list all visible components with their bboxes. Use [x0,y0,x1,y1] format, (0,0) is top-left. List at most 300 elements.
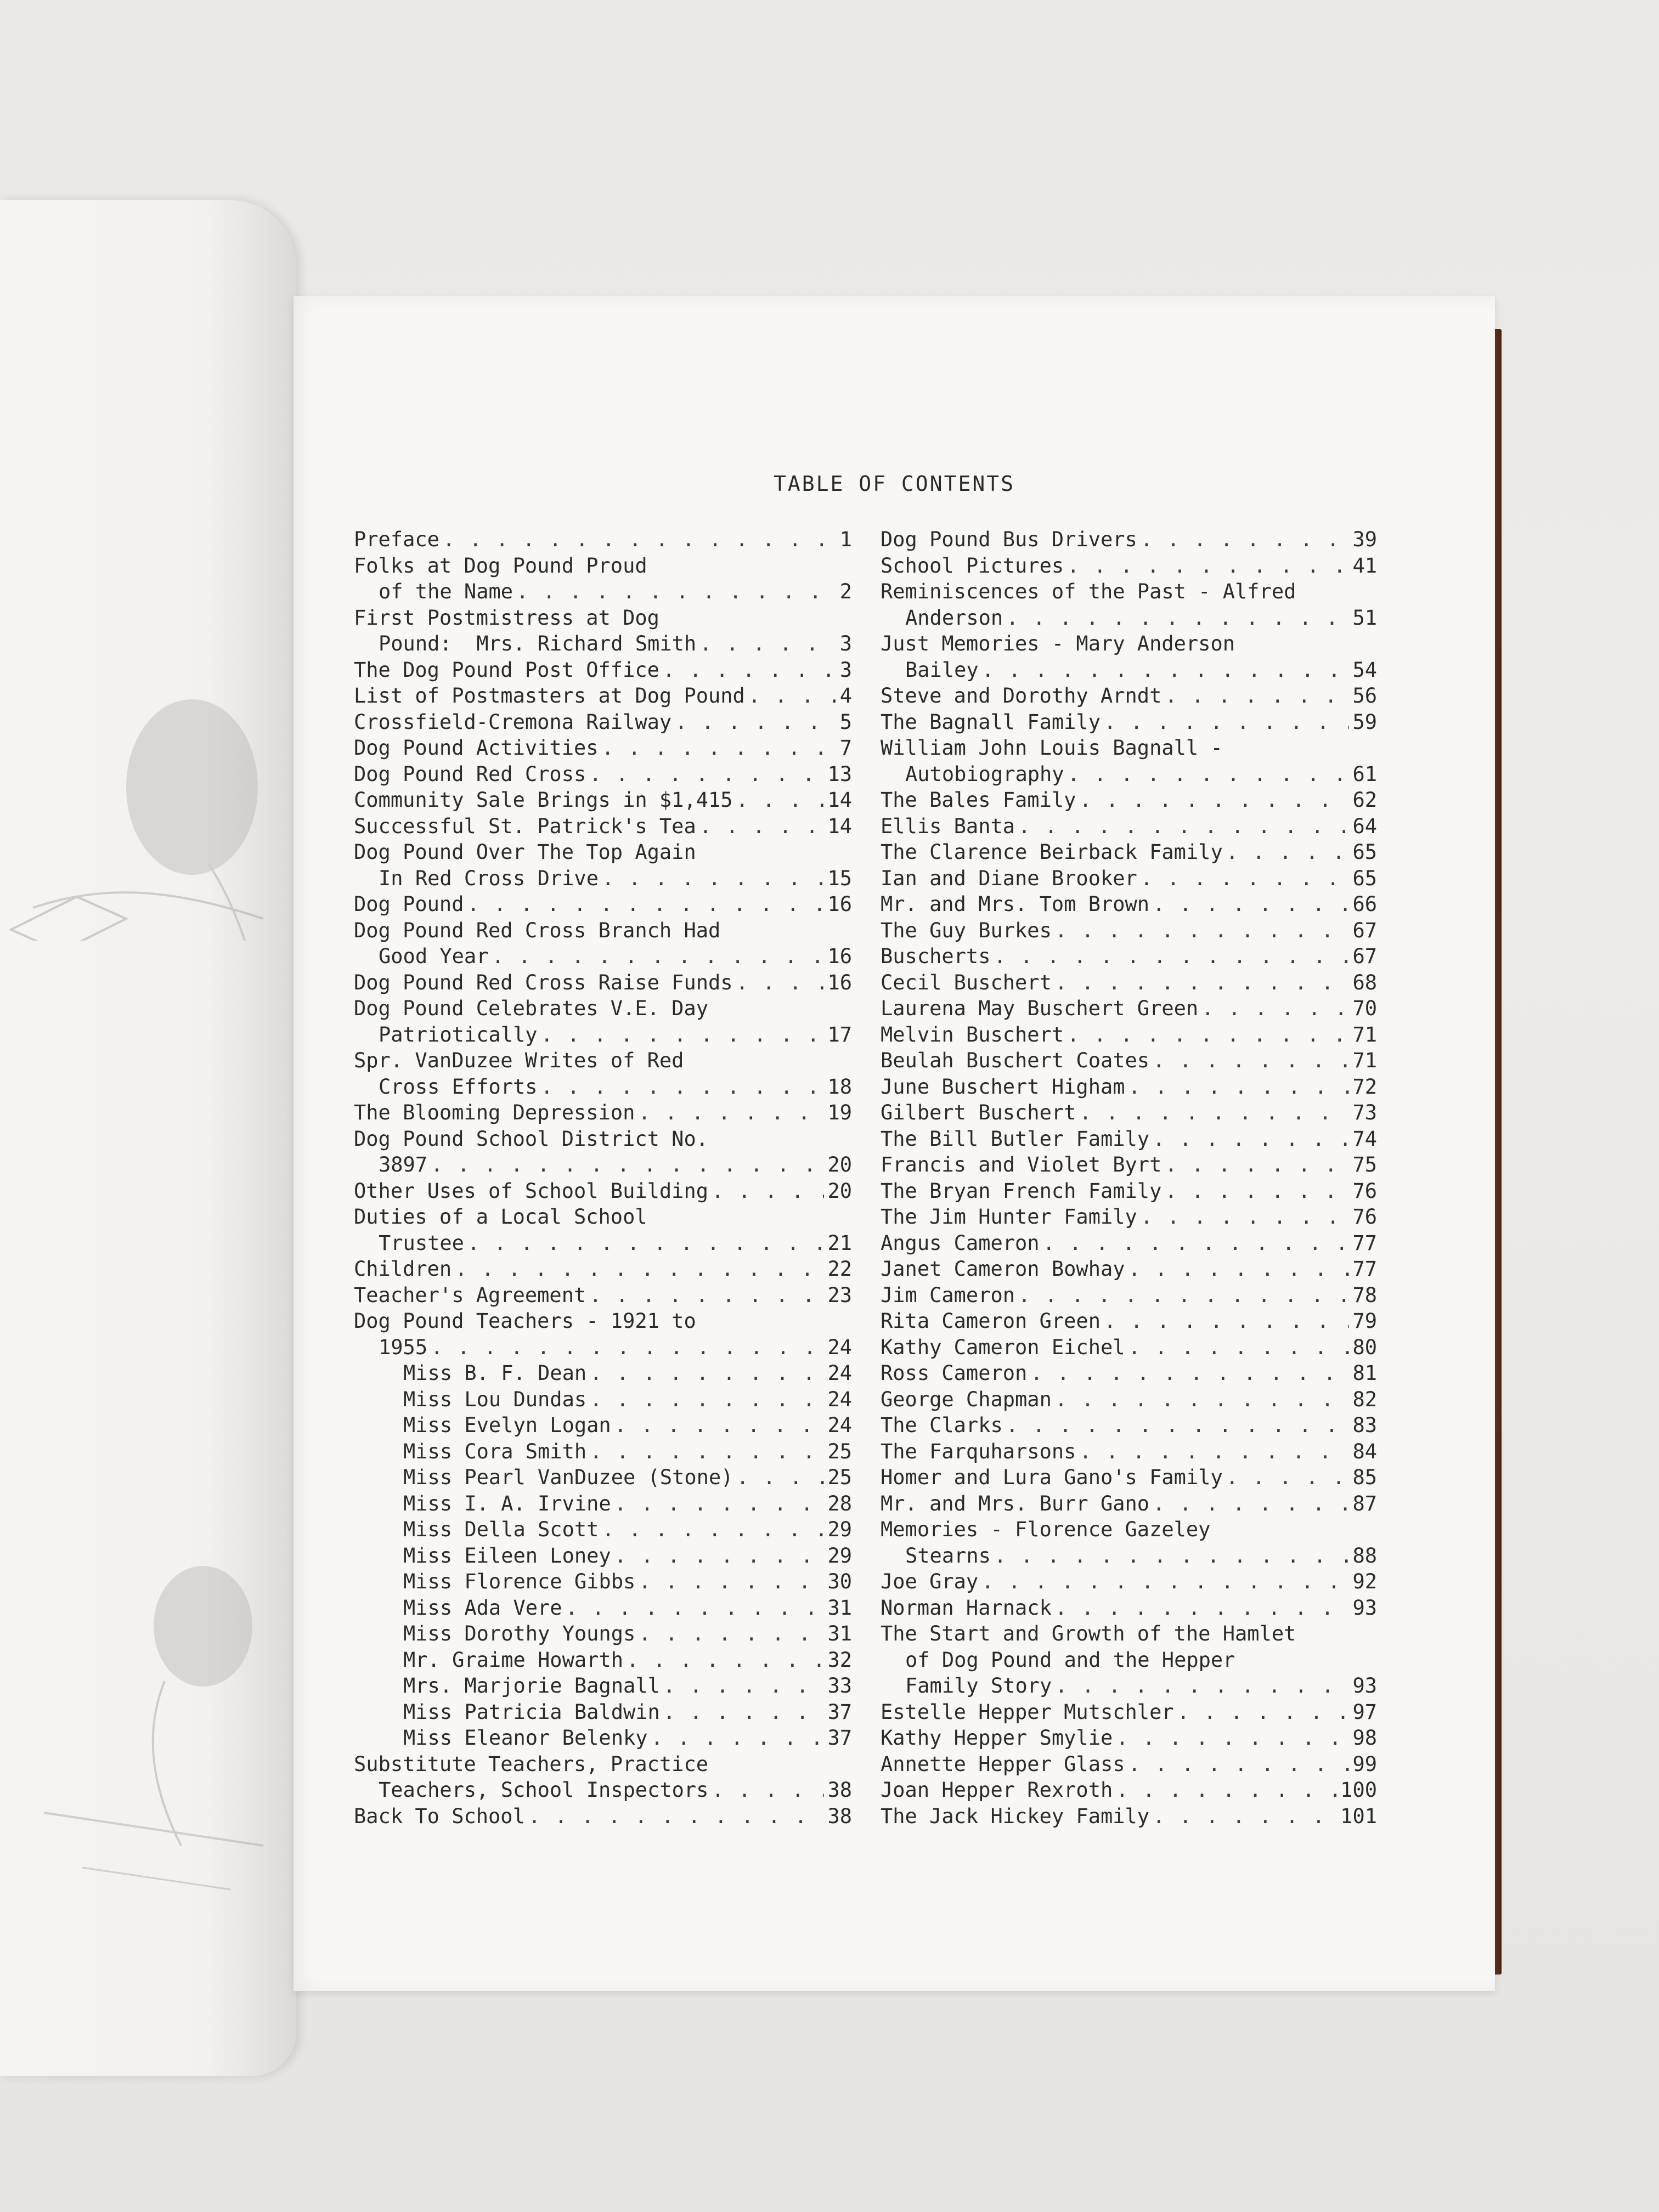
toc-entry [881,1360,1377,1387]
toc-entry-title: Trustee [379,1231,464,1255]
toc-page-number: 54 [1352,658,1377,682]
toc-page-number: 72 [1352,1074,1377,1099]
toc-entry-title: The Blooming Depression [354,1101,635,1124]
toc-page-number: 70 [1352,997,1377,1020]
leader-dots [1055,918,1350,944]
toc-page-number: 78 [1352,1283,1377,1307]
toc-page-number: 88 [1352,1543,1377,1568]
toc-entry-title: June Buschert Higham [881,1074,1125,1099]
toc-page-number: 93 [1352,1596,1377,1620]
leader-dots [602,735,837,761]
toc-entry-title: Miss Lou Dundas [403,1387,587,1411]
toc-entry [354,605,852,657]
toc-entry [881,1699,1377,1726]
toc-entry-title: Estelle Hepper Mutschler [881,1700,1174,1724]
toc-page-number: 20 [827,1153,852,1176]
leader-dots [699,813,825,840]
toc-entry [354,683,852,709]
toc-entry [354,1126,852,1178]
toc-page-number: 37 [827,1726,852,1750]
leader-dots [1165,683,1349,709]
toc-entry [881,579,1377,631]
toc-entry [354,1517,852,1543]
toc-entry-title: Beulah Buschert Coates [881,1049,1150,1072]
leader-dots [528,1803,825,1830]
leader-dots [639,1621,824,1647]
toc-page-number: 28 [827,1491,852,1515]
toc-entry-title: Children [354,1257,452,1281]
toc-entry-title: Dog Pound Activities [354,736,599,760]
toc-page-number: 41 [1352,553,1377,578]
toc-page-number: 80 [1352,1335,1377,1359]
toc-entry [354,1178,852,1204]
toc-entry [881,1803,1377,1830]
toc-entry [881,1777,1377,1803]
toc-entry [881,787,1377,813]
toc-entry [354,1360,852,1387]
toc-page-number: 93 [1352,1674,1377,1698]
toc-page-number: 62 [1352,788,1377,812]
toc-page-number: 24 [827,1413,852,1437]
toc-entry-title: Miss Eileen Loney [403,1543,611,1568]
toc-page-number: 64 [1352,814,1377,838]
toc-entry [881,735,1377,787]
leader-dots [994,1543,1350,1569]
leader-dots [981,1569,1349,1595]
leader-dots [748,683,837,709]
toc-entry-title: Janet Cameron Bowhay [881,1257,1125,1281]
leader-dots [982,657,1350,683]
toc-page-number: 3 [839,658,852,682]
toc-entry [354,1282,852,1309]
toc-entry [354,1647,852,1673]
leader-dots [651,1725,825,1751]
toc-page-number: 38 [827,1778,852,1802]
leader-dots [602,1517,824,1543]
toc-entry [881,1048,1377,1074]
toc-page-number: 1 [839,528,852,551]
toc-entry [354,1673,852,1699]
toc-entry [354,1543,852,1569]
toc-entry-title: The Start and Growth of the Hamlet [881,1622,1296,1645]
toc-entry-title: Dog Pound Celebrates V.E. Day [354,997,709,1020]
toc-entry [354,553,852,605]
toc-entry-title: of the Name [379,580,514,603]
toc-entry [354,1439,852,1465]
toc-entry [881,918,1377,944]
toc-entry [354,1751,852,1803]
leader-dots [590,1439,824,1465]
leader-dots [1104,709,1349,736]
toc-entry-title: The Farquharsons [881,1439,1076,1463]
toc-entry [354,1803,852,1830]
leader-dots [1141,1204,1350,1230]
toc-entry-title: Miss Eleanor Belenky [403,1726,648,1750]
toc-entry [881,1517,1377,1569]
toc-entry [354,1699,852,1726]
toc-page-number: 14 [827,814,852,838]
leader-dots [1201,995,1349,1022]
left-page [0,200,296,2076]
toc-entry-title: Miss Dorothy Youngs [403,1622,636,1645]
toc-page-number: 37 [827,1700,852,1724]
toc-page-number: 30 [827,1570,852,1593]
toc-page-number: 21 [827,1231,852,1255]
leader-dots [614,1491,825,1517]
toc-entry-title: Angus Cameron [881,1231,1040,1255]
toc-entry [881,631,1377,683]
leader-dots [1128,1751,1350,1778]
toc-entry [881,1022,1377,1048]
leader-dots [663,1673,825,1699]
leader-dots [1055,1387,1350,1413]
leader-dots [1018,1282,1349,1309]
toc-page-number: 31 [827,1596,852,1620]
toc-page-number: 100 [1340,1778,1377,1802]
toc-entry-title: Steve and Dorothy Arndt [881,684,1162,708]
toc-page-number: 67 [1352,918,1377,942]
toc-entry-title: The Bill Butler Family [881,1127,1150,1151]
toc-entry-title: Homer and Lura Gano's Family [881,1466,1223,1489]
toc-entry-title: Teacher's Agreement [354,1283,586,1307]
toc-entry-title: Anderson [905,606,1003,630]
leader-dots [516,579,837,605]
toc-entry-title: Cecil Buschert [881,970,1052,994]
toc-entry-title: Miss Cora Smith [403,1439,587,1463]
toc-page-number: 76 [1352,1205,1377,1229]
toc-page-number: 3 [839,632,852,655]
toc-entry-title: Memories - Florence Gazeley [881,1518,1211,1541]
toc-page-number: 25 [827,1466,852,1489]
toc-entry-title: Back To School [354,1804,525,1828]
toc-entry-title: Cross Efforts [379,1074,538,1099]
toc-entry-title: Miss Della Scott [403,1518,599,1541]
toc-entry [354,709,852,736]
toc-page-number: 61 [1352,762,1377,786]
toc-page-number: 67 [1352,944,1377,968]
toc-page-number: 29 [827,1543,852,1568]
toc-page-number: 99 [1352,1752,1377,1776]
toc-entry-title: Gilbert Buschert [881,1101,1076,1124]
toc-entry-title: Ellis Banta [881,814,1015,838]
leader-dots [590,1360,824,1387]
toc-entry [354,1621,852,1647]
toc-page-number: 32 [827,1648,852,1672]
leader-dots [614,1543,825,1569]
toc-entry-title: Miss Patricia Baldwin [403,1700,660,1724]
toc-page-number: 29 [827,1518,852,1541]
toc-entry [881,1152,1377,1178]
leader-dots [1067,553,1349,579]
toc-entry [881,1204,1377,1230]
toc-entry-title: Good Year [379,944,489,968]
toc-entry-title: William John Louis Bagnall - [881,736,1223,760]
leader-dots [1006,605,1349,631]
toc-entry-title: Miss Florence Gibbs [403,1570,636,1593]
leader-dots [614,1412,825,1439]
toc-entry [881,1126,1377,1152]
leader-dots [736,787,825,813]
toc-page-number: 19 [827,1101,852,1124]
toc-page-number: 82 [1352,1387,1377,1411]
toc-entry-title: The Jim Hunter Family [881,1205,1137,1229]
toc-page-number: 101 [1340,1804,1377,1828]
toc-page-number: 5 [839,710,852,734]
toc-page-number: 66 [1352,892,1377,916]
leader-dots [589,761,824,788]
leader-dots [431,1152,824,1178]
toc-entry-title: Stearns [905,1543,991,1568]
toc-entry-title: Mrs. Marjorie Bagnall [403,1674,660,1698]
toc-page-number: 24 [827,1361,852,1385]
toc-entry [354,891,852,918]
toc-page-number: 22 [827,1257,852,1281]
leader-dots [736,970,825,996]
toc-page-number: 68 [1352,970,1377,994]
leader-dots [1055,970,1350,996]
toc-entry [354,761,852,788]
leader-dots [1165,1152,1349,1178]
toc-entry-title: Joe Gray [881,1570,979,1593]
toc-entry [881,1725,1377,1751]
toc-left-column [354,527,852,1829]
toc-entry [881,1751,1377,1778]
toc-entry [354,1256,852,1282]
toc-entry [881,839,1377,865]
leader-dots [492,943,824,970]
toc-page-number: 13 [827,762,852,786]
toc-page-number: 98 [1352,1726,1377,1750]
leader-dots [1104,1308,1349,1334]
toc-entry-title: Dog Pound Teachers - 1921 to [354,1309,696,1333]
toc-entry-title: Francis and Violet Byrt [881,1153,1162,1176]
leader-dots [1055,1595,1350,1621]
toc-entry [354,1048,852,1100]
leader-dots [712,1777,824,1803]
toc-page-number: 81 [1352,1361,1377,1385]
leader-dots [663,1699,825,1726]
leader-dots [663,657,837,683]
toc-page-number: 51 [1352,606,1377,630]
toc-entry-title: Teachers, School Inspectors [379,1778,709,1802]
toc-entry-title: Reminiscences of the Past - Alfred [881,580,1296,603]
leader-dots [566,1595,825,1621]
sketch-illustration-bottom [0,1560,296,1944]
leader-dots [590,1387,824,1413]
toc-entry [881,683,1377,709]
toc-entry [881,1178,1377,1204]
toc-page-number: 23 [827,1283,852,1307]
toc-page-number: 24 [827,1335,852,1359]
toc-entry-title: The Bales Family [881,788,1076,812]
toc-entry-title: Annette Hepper Glass [881,1752,1125,1776]
toc-page-number: 83 [1352,1413,1377,1437]
toc-page-number: 59 [1352,710,1377,734]
leader-dots [1079,1439,1349,1465]
leader-dots [1153,1803,1337,1830]
toc-entry [354,1725,852,1751]
toc-page-number: 65 [1352,840,1377,864]
toc-entry [881,865,1377,892]
toc-entry-title: Miss B. F. Dean [403,1361,587,1385]
toc-entry [881,1491,1377,1517]
toc-page-number: 16 [827,944,852,968]
leader-dots [675,709,837,736]
toc-entry-title: Just Memories - Mary Anderson [881,632,1235,655]
leader-dots [1165,1178,1349,1204]
toc-entry [354,1595,852,1621]
leader-dots [639,1569,824,1595]
toc-entry-title: Dog Pound Red Cross Branch Had [354,918,721,942]
leader-dots [455,1256,824,1282]
toc-entry [881,1230,1377,1257]
toc-entry [881,1308,1377,1334]
toc-entry [881,1074,1377,1100]
toc-entry-title: Joan Hepper Rexroth [881,1778,1113,1802]
leader-dots [541,1022,825,1048]
leader-dots [1067,1022,1349,1048]
toc-entry [881,995,1377,1022]
leader-dots [1128,1074,1350,1100]
leader-dots [736,1464,824,1491]
toc-entry [354,657,852,683]
toc-entry [354,1569,852,1595]
leader-dots [1141,865,1350,892]
toc-entry-title: The Guy Burkes [881,918,1052,942]
toc-page-number: 14 [827,788,852,812]
toc-entry-title: Miss Ada Vere [403,1596,562,1620]
toc-entry [354,918,852,970]
toc-page-number: 2 [839,580,852,603]
toc-entry-title: Dog Pound Red Cross Raise Funds [354,970,733,994]
toc-entry-title: Dog Pound [354,892,464,916]
toc-entry-title: In Red Cross Drive [379,866,599,890]
toc-entry-title: Laurena May Buschert Green [881,997,1199,1020]
toc-entry [354,1387,852,1413]
toc-entry-title: Pound: Mrs. Richard Smith [379,632,697,655]
toc-entry-title: Miss Pearl VanDuzee (Stone) [403,1466,733,1489]
toc-page-number: 76 [1352,1179,1377,1203]
toc-entry [881,891,1377,918]
toc-page-number: 84 [1352,1439,1377,1463]
toc-page-number: 56 [1352,684,1377,708]
toc-page-number: 31 [827,1622,852,1645]
toc-entry [881,1412,1377,1439]
toc-page-number: 71 [1352,1049,1377,1072]
toc-page-number: 74 [1352,1127,1377,1151]
toc-entry [881,1621,1377,1699]
toc-entry-title: List of Postmasters at Dog Pound [354,684,745,708]
leader-dots [1153,1126,1349,1152]
toc-entry [881,1595,1377,1621]
toc-entry-title: Melvin Buschert [881,1022,1064,1046]
toc-page-number: 92 [1352,1570,1377,1593]
toc-entry-title: Community Sale Brings in $1,415 [354,788,733,812]
toc-page-number: 79 [1352,1309,1377,1333]
toc-page-number: 7 [839,736,852,760]
toc-entry [881,1569,1377,1595]
leader-dots [1055,1673,1349,1699]
toc-entry-title: Preface [354,528,439,551]
toc-page-number: 15 [827,866,852,890]
toc-entry-title: Miss Evelyn Logan [403,1413,611,1437]
toc-entry-title: Other Uses of School Building [354,1179,709,1203]
toc-entry [881,1100,1377,1126]
toc-page-number: 4 [839,684,852,708]
toc-entry-title: Successful St. Patrick's Tea [354,814,696,838]
toc-entry-title: Norman Harnack [881,1596,1052,1620]
toc-entry-title: Buscherts [881,944,991,968]
toc-page-number: 25 [827,1439,852,1463]
toc-entry-title: The Dog Pound Post Office [354,658,659,682]
leader-dots [1153,1048,1349,1074]
leader-dots [1116,1725,1349,1751]
toc-entry-title: 3897 [379,1153,428,1176]
toc-entry-title: of Dog Pound and the Hepper [905,1648,1235,1672]
toc-entry-title: The Clarence Beirback Family [881,840,1223,864]
toc-entry-title: Crossfield-Cremona Railway [354,710,672,734]
toc-page-number: 73 [1352,1101,1377,1124]
toc-entry [881,1387,1377,1413]
leader-dots [1043,1230,1350,1257]
toc-entry-title: The Bagnall Family [881,710,1101,734]
toc-entry-title: First Postmistress at Dog [354,606,659,630]
leader-dots [1141,527,1350,553]
leader-dots [443,527,837,553]
toc-entry [881,1282,1377,1309]
leader-dots [1226,839,1350,865]
toc-entry-title: Autobiography [905,762,1064,786]
toc-entry [881,970,1377,996]
toc-entry [881,943,1377,970]
toc-entry-title: Kathy Hepper Smylie [881,1726,1113,1750]
toc-page-number: 17 [827,1022,852,1046]
toc-entry [354,1491,852,1517]
toc-entry [881,1439,1377,1465]
toc-page-number: 77 [1352,1257,1377,1281]
toc-page-number: 20 [827,1179,852,1203]
toc-entry-title: Dog Pound Bus Drivers [881,528,1137,551]
leader-dots [1128,1256,1350,1282]
leader-dots [541,1074,825,1100]
toc-page-number: 77 [1352,1231,1377,1255]
toc-entry [354,1464,852,1491]
toc-entry-title: Jim Cameron [881,1283,1015,1307]
toc-entry [881,1256,1377,1282]
leader-dots [602,865,824,892]
toc-entry [354,1204,852,1256]
leader-dots [1018,813,1349,840]
toc-entry [354,839,852,891]
leader-dots [1079,787,1349,813]
leader-dots [627,1647,824,1673]
leader-dots [1079,1100,1349,1126]
leader-dots [1068,761,1350,788]
toc-entry [881,527,1377,553]
leader-dots [431,1334,824,1361]
leader-dots [1006,1412,1350,1439]
leader-dots [1153,1491,1349,1517]
toc-entry-title: The Clarks [881,1413,1003,1437]
toc-entry [354,1308,852,1360]
leader-dots [1177,1699,1350,1726]
toc-entry-title: Kathy Cameron Eichel [881,1335,1125,1359]
toc-entry [354,787,852,813]
toc-entry-title: Patriotically [379,1022,538,1046]
toc-entry-title: Ian and Diane Brooker [881,866,1137,890]
toc-page-number: 87 [1352,1491,1377,1515]
toc-entry-title: Mr. and Mrs. Tom Brown [881,892,1150,916]
